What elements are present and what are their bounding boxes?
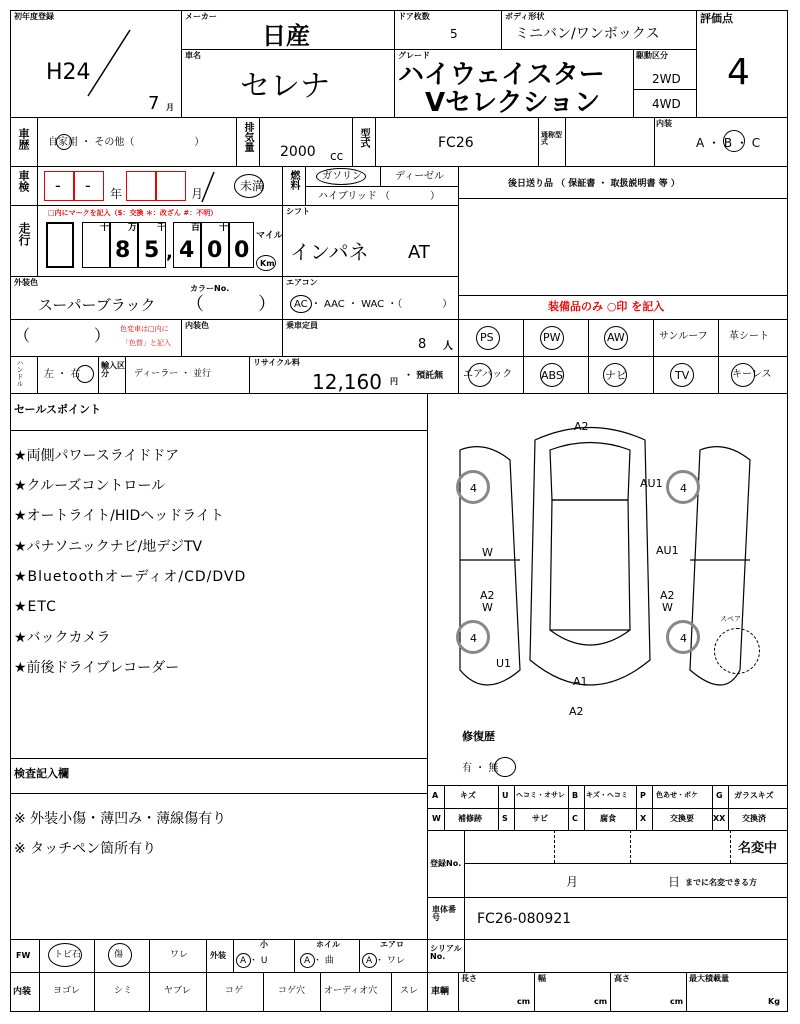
legend-s: S [502, 814, 508, 823]
equip-aw-circle [604, 326, 628, 350]
ac-label: エアコン [286, 278, 318, 287]
dims-length: 長さ [461, 974, 477, 983]
recycle-yen: 円 [390, 377, 398, 386]
first-reg-year: H24 [46, 60, 91, 85]
reg-deadline: までに名変できる方 [685, 878, 757, 887]
repair-label: 修復歴 [462, 730, 495, 743]
displacement-label: 排気量 [242, 122, 253, 152]
unit-man: 万 [128, 223, 138, 233]
equip-keyless-label: キーレス [732, 369, 772, 380]
registration-cell [427, 830, 788, 898]
legend-g: G [716, 791, 723, 800]
history-label: 車歴 [17, 128, 30, 150]
legend-v8 [712, 785, 713, 831]
tire-rr-label: 4 [680, 632, 687, 645]
insp-month-unit: 月 [191, 187, 204, 201]
mark-au1-right: AU1 [656, 544, 679, 557]
int-label-3: コゲ [225, 986, 244, 996]
ext-small: 小 [260, 940, 268, 949]
equip-abs-label: ABS [541, 369, 563, 382]
tire-fr-label: 4 [680, 482, 687, 495]
int-label-5: オーディオ穴 [324, 986, 378, 996]
exterior-color: スーパーブラック [38, 296, 156, 314]
ext-aero-opts: A ・ ワレ [366, 956, 405, 966]
tire-fl-label: 4 [470, 482, 477, 495]
mileage-km: Km [260, 259, 275, 268]
shift-type: AT [408, 242, 430, 263]
legend-v2 [498, 785, 499, 831]
equip-ps-circle [476, 326, 500, 350]
reg-day: 日 [668, 875, 681, 889]
ext-label: 外装 [210, 951, 226, 960]
sales-point-0: ★両側パワースライドドア [14, 448, 180, 464]
handle-circle [76, 365, 94, 383]
tire-rl-label: 4 [470, 632, 477, 645]
equip-keyless-circle [731, 363, 755, 387]
fuel-gasoline: ガソリン [322, 171, 362, 182]
ac: AC ・ AAC ・ WAC ・（ ） [294, 299, 453, 310]
fuel-diesel: ディーゼル [395, 171, 444, 182]
fuel-vdivider [380, 166, 381, 186]
model-label: 型式 [358, 128, 369, 148]
dims-cm-2: cm [594, 997, 608, 1006]
import-label: 輸入区分 [101, 361, 125, 378]
reg-month: 月 [566, 875, 579, 889]
equip-airbag-label: エアバック [463, 369, 513, 380]
sales-point-7: ★前後ドライブレコーダー [14, 660, 180, 676]
grade-line2: Vセレクション [425, 88, 601, 118]
ext-wheel-opts: A ・ 曲 [304, 956, 334, 966]
legend-v9 [728, 785, 729, 831]
shift: インパネ [290, 240, 369, 264]
capacity-unit: 人 [443, 341, 453, 352]
mark-u1: U1 [496, 657, 512, 670]
mark-w-left2: W [482, 601, 493, 614]
fw-label: FW [16, 951, 31, 960]
dims-label: 車輌 [431, 987, 450, 997]
sales-point-6: ★バックカメラ [14, 630, 111, 646]
legend-u-desc: ヘコミ・オサレ [516, 791, 565, 799]
drive-2wd: 2WD [652, 72, 681, 86]
legend-b-desc: キズ・ヘコミ [586, 791, 628, 799]
mark-a1: A1 [573, 675, 588, 688]
legend-v7 [652, 785, 653, 831]
dims-v0 [458, 972, 459, 1012]
handle-label-cell [10, 356, 38, 394]
doors: 5 [450, 27, 458, 41]
equip-navi-label: ナビ [605, 369, 627, 382]
score-label: 評価点 [700, 12, 733, 25]
legend-a-desc: キズ [460, 791, 476, 800]
insp-dash1: - [55, 176, 61, 195]
month-unit: 月 [166, 103, 174, 112]
legend-a: A [432, 791, 439, 800]
equip-abs-circle [540, 363, 564, 387]
fuel-hybrid: ハイブリッド [318, 191, 377, 202]
serial-cell [427, 939, 788, 973]
score: 4 [727, 52, 750, 93]
legend-xx: XX [713, 814, 726, 823]
color-no-label: カラーNo. [190, 284, 230, 293]
later-docs: 後日送り品 （ 保証書 ・ 取扱説明書 等 ） [508, 179, 680, 189]
equip-note: 装備品のみ ○印 を記入 [548, 300, 665, 313]
first-reg-label: 初年度登録 [14, 12, 54, 21]
mark-a2-bottom: A2 [569, 705, 584, 718]
exterior-label: 外装色 [14, 278, 38, 287]
grade-line1: ハイウェイスター [398, 60, 605, 90]
unit-hyaku: 百 [191, 223, 201, 233]
ac-circle [290, 295, 312, 313]
equip-aw-label: AW [607, 331, 625, 344]
drive-label: 駆動区分 [636, 51, 668, 60]
sales-point-1: ★クルーズコントロール [14, 478, 166, 494]
legend-w: W [432, 814, 441, 823]
insp-box4 [156, 171, 186, 201]
common-model-cell [565, 117, 655, 167]
sales-point-2: ★オートライト/HIDヘッドライト [14, 508, 224, 524]
mileage-comma: , [166, 242, 173, 263]
unit-jyu: 十 [219, 223, 229, 233]
dims-cm-3: cm [670, 997, 684, 1006]
mileage-d2: 5 [144, 238, 160, 263]
legend-g-desc: ガラスキズ [734, 791, 774, 800]
doors-label: ドア枚数 [398, 12, 430, 21]
legend-x: X [640, 814, 647, 823]
ext-small-circle [236, 953, 251, 968]
slash-mark [80, 28, 140, 98]
check-label: 検査記入欄 [14, 767, 69, 780]
interior-grade: A ・ B ・ C [696, 136, 761, 150]
insp-slash [198, 170, 218, 204]
repair-value: 有 ・ 無 [462, 763, 499, 774]
reg-v1 [554, 830, 555, 863]
mark-w-right: W [662, 601, 673, 614]
fuel-hybrid-paren: （ ） [380, 191, 440, 202]
vin-label: 車体番号 [432, 905, 456, 922]
legend-v5 [584, 785, 585, 831]
legend-v6 [636, 785, 637, 831]
color-change-paren: （ ） [14, 326, 111, 345]
mark-a2-top: A2 [574, 420, 589, 433]
dims-cm-1: cm [517, 997, 531, 1006]
dims-v2 [610, 972, 611, 1012]
handle-label: ハンドル [16, 359, 24, 387]
handle-value: 左 ・ 右 [44, 369, 81, 380]
equip-sunroof-label: サンルーフ [659, 331, 708, 342]
sales-label: セールスポイント [14, 403, 102, 416]
later-docs-divider [458, 198, 788, 199]
equip-airbag-circle [468, 363, 492, 387]
displacement: 2000 [280, 144, 316, 160]
color-no: （ ） [186, 294, 276, 315]
cc-unit: cc [330, 149, 344, 163]
insp-dash2: - [85, 176, 91, 195]
check-note-1: ※ タッチペン箇所有り [14, 841, 157, 857]
repair-circle [494, 757, 516, 777]
legend-s-desc: サビ [532, 814, 548, 823]
import-value: ディーラー ・ 並行 [134, 369, 212, 379]
history-circle [56, 134, 72, 150]
legend-w-desc: 補修跡 [458, 814, 482, 823]
legend-v3 [514, 785, 515, 831]
legend-u: U [502, 791, 509, 800]
mark-a2-right: A2 [660, 589, 675, 602]
equip-tv-circle [670, 363, 694, 387]
common-model-label: 通称型式 [541, 131, 562, 146]
mark-au1-front: AU1 [640, 477, 663, 490]
equip-pw-label: PW [543, 331, 561, 344]
dims-v3 [686, 972, 687, 1012]
fw-item-2: ワレ [170, 950, 189, 960]
dims-kg: Kg [768, 997, 780, 1006]
legend-c: C [572, 814, 578, 823]
equip-ps-label: PS [480, 331, 494, 344]
drive-4wd: 4WD [652, 97, 681, 111]
interior-color-label: 内装色 [185, 321, 209, 330]
unit-sen: 千 [157, 223, 167, 233]
legend-v1 [444, 785, 445, 831]
ext-aero: エアロ [380, 940, 404, 949]
legend-xx-desc: 交換済 [742, 814, 766, 823]
car-name: セレナ [240, 69, 330, 104]
fuel-label: 燃料 [288, 170, 299, 190]
sales-point-3: ★パナソニックナビ/地デジTV [14, 539, 203, 555]
legend-p-desc: 色あせ・ボケ [656, 791, 698, 799]
check-note-0: ※ 外装小傷・薄凹み・薄線傷有り [14, 811, 227, 827]
dims-height: 高さ [614, 974, 630, 983]
insp-year-unit: 年 [110, 187, 123, 201]
history: 自家用 ・ その他（ ） [48, 137, 205, 148]
sales-point-5: ★ETC [14, 599, 57, 615]
fw-item-0: トビ石 [54, 950, 82, 960]
sales-point-4: ★Bluetoothオーディオ/CD/DVD [14, 569, 247, 585]
legend-x-desc: 交換要 [670, 814, 694, 823]
name-change: 名変中 [738, 841, 778, 856]
reg-h1 [464, 863, 788, 864]
interior-grade-circle [723, 130, 745, 152]
equip-navi-circle [603, 363, 627, 387]
interior-row-label: 内装 [13, 987, 32, 997]
spare-label: スペア [720, 615, 741, 623]
ext-wheel: ホイル [316, 940, 340, 949]
maker: 日産 [262, 22, 310, 50]
equip-tv-label: TV [675, 369, 690, 382]
mark-a2-left: A2 [480, 589, 495, 602]
capacity: 8 [418, 337, 427, 352]
recycle-deposit: ・ 預託無 [404, 371, 444, 381]
mileage-km-circle [256, 255, 276, 271]
mileage-mile: マイル [256, 231, 283, 241]
dims-width: 幅 [538, 974, 546, 983]
mileage-label: 走行 [17, 222, 31, 246]
legend-c-desc: 腐食 [600, 814, 616, 823]
int-label-4: コゲ穴 [278, 986, 306, 996]
body: ミニバン/ワンボックス [515, 26, 660, 42]
mileage-d1: 8 [115, 238, 131, 263]
reg-v2 [630, 830, 631, 863]
fuel-gasoline-circle [316, 168, 366, 185]
mileage-d5: 0 [234, 238, 250, 263]
check-divider [10, 793, 428, 794]
int-label-6: スレ [400, 986, 419, 996]
change-note1: 色変車は□内に [120, 325, 169, 333]
recycle-amount: 12,160 [312, 370, 382, 394]
legend-v4 [568, 785, 569, 831]
registration-label: 登録No. [430, 859, 462, 868]
int-label-0: ヨゴレ [53, 986, 81, 996]
mileage-d4: 0 [207, 238, 223, 263]
ext-aero-circle [362, 953, 377, 968]
spare-tire [714, 628, 760, 674]
equip-pw-circle [540, 326, 564, 350]
legend-b: B [572, 791, 579, 800]
fw-item-1: 傷 [114, 950, 124, 960]
reg-v3 [730, 830, 731, 863]
mileage-digit-0 [46, 222, 74, 268]
fw-chip-circle [48, 943, 82, 967]
interior-label: 内装 [656, 119, 672, 128]
inspection-label: 車検 [17, 170, 30, 192]
ext-small-opts: A ・ U [240, 956, 268, 966]
change-note2: 「色替」と記入 [122, 339, 171, 347]
mileage-d3: 4 [179, 238, 195, 263]
vin-v [464, 897, 465, 940]
serial-v [464, 939, 465, 973]
int-label-1: シミ [114, 986, 133, 996]
drive-divider [633, 89, 697, 90]
mark-w-left: W [482, 546, 493, 559]
serial-label: シリアルNo. [430, 944, 462, 961]
body-label: ボディ形状 [505, 12, 545, 21]
unit-ten-thousand: 十 [100, 223, 110, 233]
mileage-note: □内にマークを記入（$：交換 ＊：改ざん #：不明） [48, 209, 218, 217]
dims-max-load: 最大積載量 [689, 974, 729, 983]
ext-wheel-circle [300, 953, 315, 968]
dims-v1 [534, 972, 535, 1012]
insp-remaining: 未満 [240, 179, 265, 193]
equip-leather-label: 革シート [729, 331, 769, 342]
grade-label: グレード [398, 51, 430, 60]
maker-label: メーカー [185, 12, 217, 21]
dims-cell [427, 972, 788, 1012]
reg-v0 [464, 830, 465, 898]
legend-divider [427, 808, 788, 809]
recycle-label: リサイクル料 [253, 358, 300, 367]
capacity-label: 乗車定員 [286, 321, 318, 330]
vin-value: FC26-080921 [477, 911, 572, 927]
insp-box3 [126, 171, 156, 201]
fw-scratch-circle [108, 943, 132, 967]
sales-divider [10, 430, 428, 431]
car-name-label: 車名 [185, 51, 201, 60]
legend-p: P [640, 791, 646, 800]
int-label-2: ヤブレ [164, 986, 191, 996]
insp-remaining-circle [234, 174, 264, 198]
first-reg-month: 7 [148, 93, 160, 114]
model: FC26 [438, 135, 474, 151]
shift-label: シフト [286, 207, 310, 216]
fuel-divider [305, 186, 459, 187]
car-diagram [440, 410, 770, 720]
